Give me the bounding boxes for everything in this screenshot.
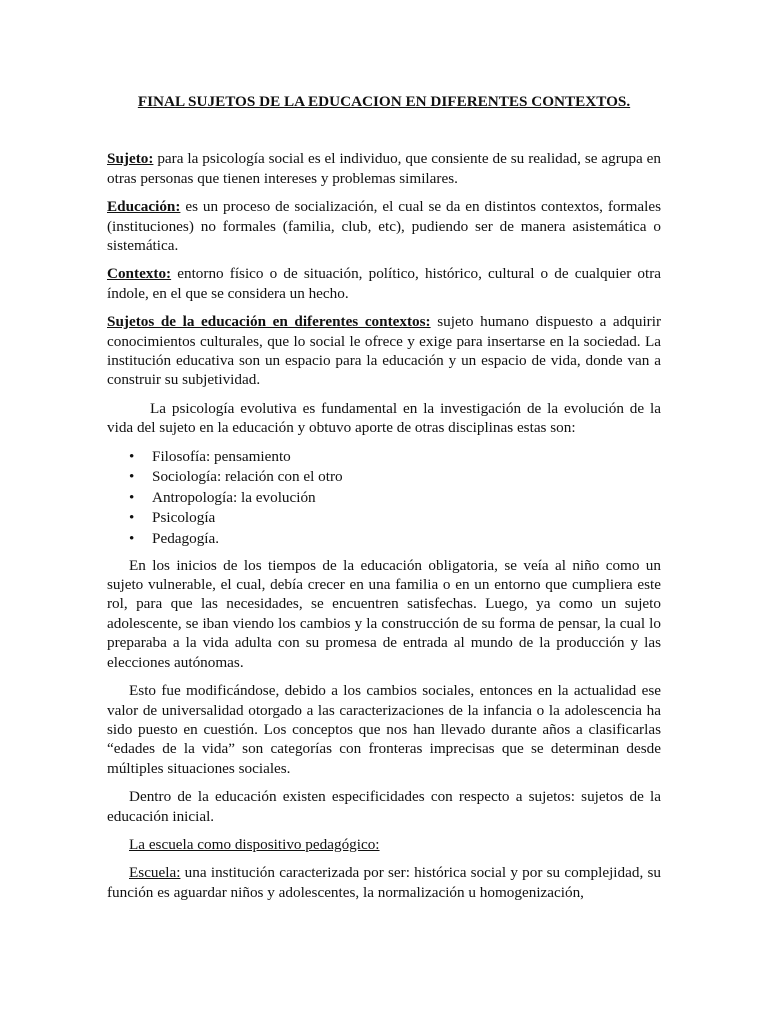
bullet-icon: • — [129, 468, 135, 486]
definition-contexto — [107, 264, 661, 303]
definition-educacion — [107, 197, 661, 255]
bullet-icon: • — [129, 509, 135, 527]
bullet-icon: • — [129, 488, 135, 506]
list-item — [129, 447, 661, 468]
bullet-icon: • — [129, 530, 135, 548]
definition-label: Contexto: — [107, 265, 172, 283]
list-item-text: Psicología — [152, 509, 216, 527]
body-paragraph-1: En los inicios de los tiempos de la educación obligatoria, se veía al niño como un sujeto vulnerable, el cual, debía crecer en una familia o en un entorno que cumpliera este rol, para que las necesidades, se encuentren satisfechas. Luego, ya como un sujeto adolescente, se iban viendo los cambios y la construcción de su forma de pensar, la cual lo preparaba a la vida adulta con su promesa de entrada al mundo de la producción y las elecciones autónomas. — [107, 556, 661, 671]
list-item-text: Sociología: relación con el otro — [152, 468, 343, 486]
disciplines-list — [107, 447, 661, 550]
definition-label: Educación: — [107, 198, 181, 216]
definition-label: Sujetos de la educación en diferentes contextos: — [107, 313, 431, 331]
list-item-text: Filosofía: pensamiento — [152, 447, 291, 465]
intro-paragraph: La psicología evolutiva es fundamental en la investigación de la evolución de la vida del sujeto en la educación y obtuvo aporte de otras disciplinas estas son: — [107, 399, 661, 437]
definition-text: para la psicología social es el individuo, que consiente de su realidad, se agrupa en otras personas que tienen intereses y problemas similares. — [107, 150, 661, 187]
definition-sujeto — [107, 149, 661, 188]
document-title: FINAL SUJETOS DE LA EDUCACION EN DIFERENTES CONTEXTOS. — [137, 93, 631, 110]
definition-text: entorno físico o de situación, político, histórico, cultural o de cualquier otra índole, en el que se considera un hecho. — [107, 265, 661, 302]
definition-label: Sujeto: — [107, 150, 154, 168]
definition-text: es un proceso de socialización, el cual se da en distintos contextos, formales (instituciones) no formales (familia, club, etc), pudiendo ser de manera asistemática o sistemática. — [107, 198, 661, 255]
list-item — [129, 529, 661, 550]
section-heading-paragraph — [107, 835, 661, 854]
list-item — [129, 467, 661, 488]
body-paragraph-2: Esto fue modificándose, debido a los cambios sociales, entonces en la actualidad ese valor de universalidad otorgado a las caracterizaciones de la infancia o la adolescencia ha sido puesto en cuestión. Los conceptos que nos han llevado durante años a clasificarlas “edades de la vida” son categorías con fronteras imprecisas que se determinan desde múltiples situaciones sociales. — [107, 682, 661, 777]
list-item — [129, 508, 661, 529]
definition-text: una institución caracterizada por ser: histórica social y por su complejidad, su función es aguardar niños y adolescentes, la normalización u homogenización, — [107, 864, 661, 901]
list-item-text: Antropología: la evolución — [152, 488, 316, 506]
section-heading: La escuela como dispositivo pedagógico: — [129, 835, 380, 853]
list-item — [129, 488, 661, 509]
list-item-text: Pedagogía. — [152, 530, 220, 548]
definition-label: Escuela: — [129, 864, 181, 882]
definition-text: sujeto humano dispuesto a adquirir conocimientos culturales, que lo social le ofrece y exige para insertarse en la sociedad. La institución educativa son un espacio para la educación y un espacio de vida, donde van a construir su subjetividad. — [107, 313, 662, 389]
body-paragraph-3: Dentro de la educación existen especificidades con respecto a sujetos: sujetos de la educación inicial. — [107, 788, 661, 825]
bullet-icon: • — [129, 447, 135, 465]
definition-escuela — [107, 863, 661, 902]
definition-sujetos-educacion — [107, 312, 661, 390]
